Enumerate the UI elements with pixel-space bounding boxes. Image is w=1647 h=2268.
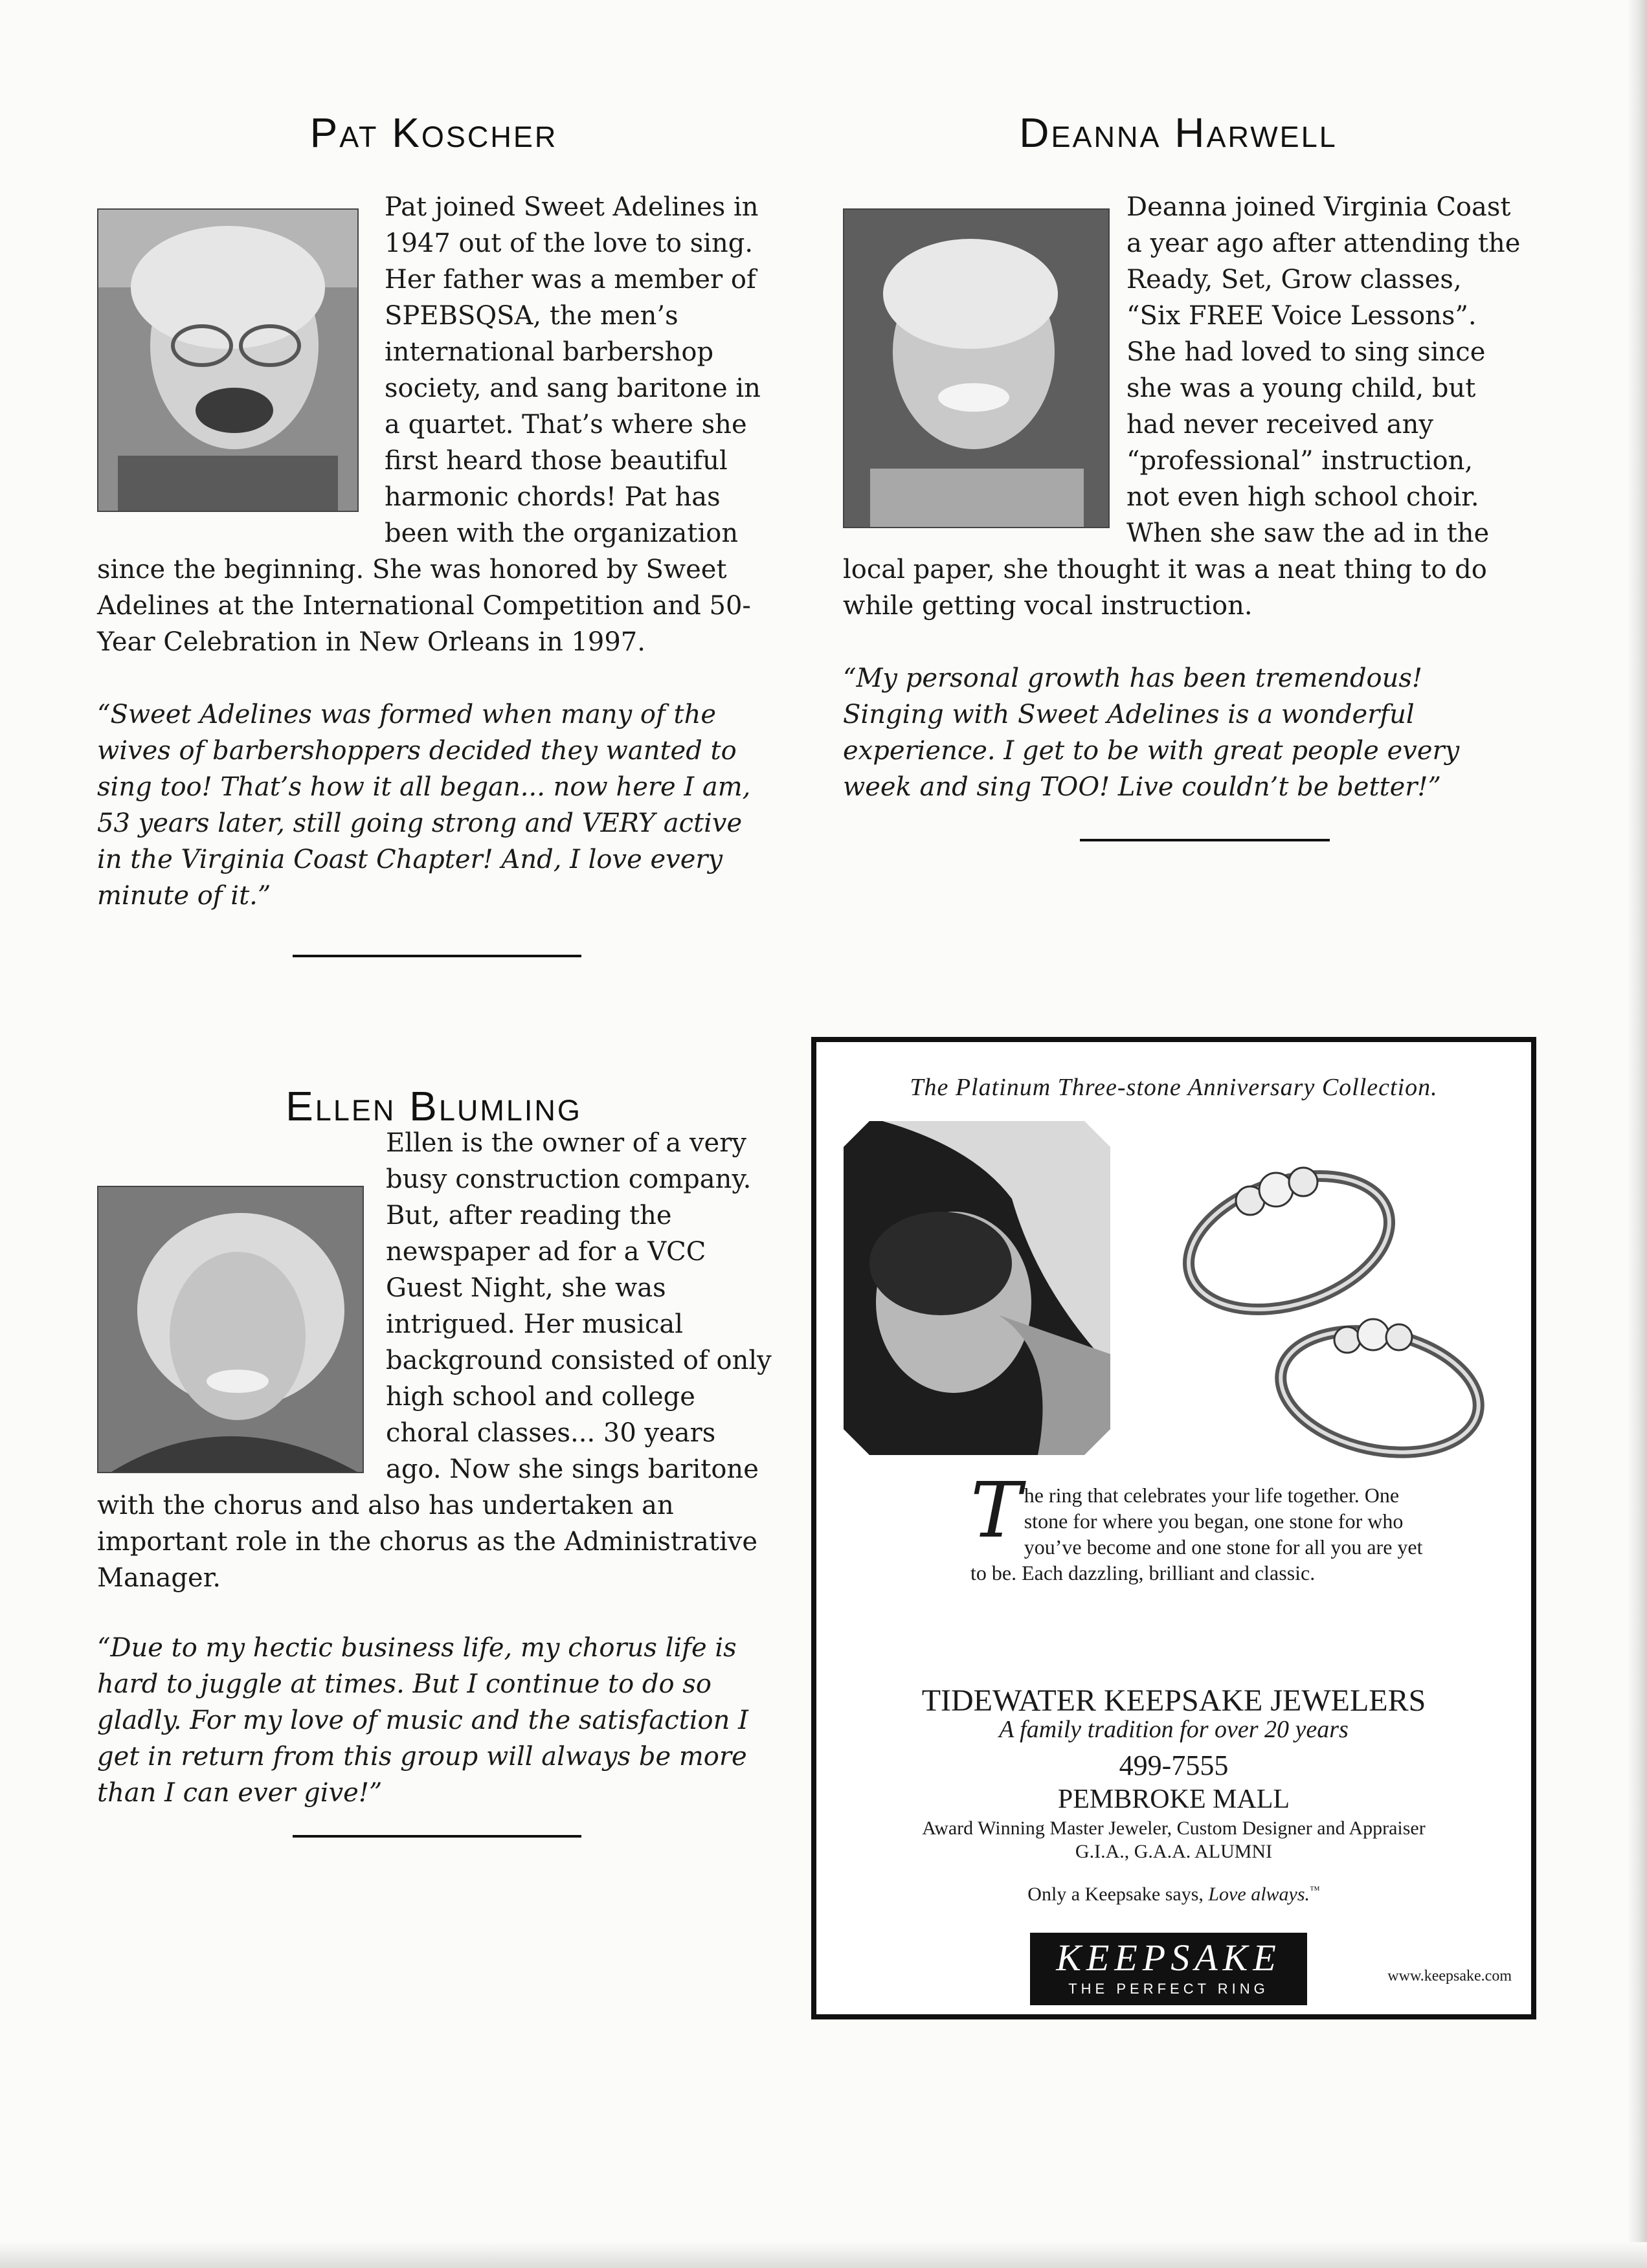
ad-alumni: G.I.A., G.A.A. ALUMNI	[1075, 1841, 1273, 1862]
divider-pat	[293, 955, 581, 957]
divider-ellen	[293, 1835, 581, 1838]
profile-quote-ellen: “Due to my hectic business life, my chorus life is hard to juggle at times. But I continue to do so gladly. For my love of music and the satisfaction I get in return from this group will always be more than I can ever give!”	[97, 1633, 748, 1808]
profile-quote-deanna: “My personal growth has been tremendous! Singing with Sweet Adelines is a wonderful experience. I get to be with great people every week and sing TOO! Live couldn’t be better!”	[843, 663, 1460, 802]
page-edge-bottom	[0, 2242, 1647, 2268]
page-edge-right	[1628, 0, 1647, 2268]
ad-store-name: TIDEWATER KEEPSAKE JEWELERS	[921, 1684, 1426, 1718]
ad-rings-image	[1153, 1113, 1516, 1476]
ad-location: PEMBROKE MALL	[1057, 1784, 1290, 1814]
ad-slogan	[816, 1884, 1531, 1906]
ad-dropcap: T	[970, 1465, 1022, 1555]
profile-bio-deanna: Deanna joined Virginia Coast a year ago after attending the Ready, Set, Grow classes, “Six FREE Voice Lessons”. She had loved to sing since she was a young child, but had never received any “professional” instruction, not even high school choir. When she saw the ad in the local paper, she thought it was a neat thing to do while getting vocal instruction.	[843, 192, 1521, 621]
profile-name-deanna: Deanna Harwell	[1019, 109, 1338, 156]
keepsake-logo-subtitle: THE PERFECT RING	[1068, 1981, 1269, 1997]
portrait-deanna-photo	[843, 208, 1110, 528]
portrait-ellen-photo	[97, 1186, 364, 1473]
profile-quote-pat: “Sweet Adelines was formed when many of the wives of barbershoppers decided they wanted to sing too! That’s how it all began... now here I am, 53 years later, still going strong and VERY active in the Virginia Coast Chapter! And, I love every minute of it.”	[97, 700, 751, 911]
ad-slogan-prefix: Only a Keepsake says,	[1027, 1884, 1209, 1905]
ad-title: The Platinum Three-stone Anniversary Collection.	[910, 1074, 1438, 1101]
ad-tagline: A family tradition for over 20 years	[999, 1716, 1349, 1743]
profile-name-ellen: Ellen Blumling	[286, 1083, 582, 1129]
ad-woman-photo	[844, 1121, 1110, 1455]
ad-slogan-tm: ™	[1310, 1885, 1320, 1896]
profile-pat	[97, 189, 774, 914]
divider-deanna	[1080, 839, 1330, 841]
profile-bio-pat: Pat joined Sweet Adelines in 1947 out of the love to sing. Her father was a member of SPEBSQSA, the men’s international barbershop society, and sang baritone in a quartet. That’s where she first heard those beautiful harmonic chords! Pat has been with the organization since the beginning. She was honored by Sweet Adelines at the International Competition and 50-Year Celebration in New Orleans in 1997.	[97, 192, 761, 657]
ad-url: www.keepsake.com	[1387, 1968, 1512, 1984]
ad-phone: 499-7555	[1119, 1750, 1229, 1781]
profile-bio-ellen: Ellen is the owner of a very busy construction company. But, after reading the newspaper ad for a VCC Guest Night, she was intrigued. Her musical background consisted of only high school and college choral classes... 30 years ago. Now she sings baritone with the chorus and also has undertaken an important role in the chorus as the Administrative Manager.	[97, 1128, 772, 1593]
portrait-pat-photo	[97, 208, 359, 512]
profile-deanna	[843, 189, 1523, 805]
ad-body-text	[970, 1465, 1424, 1586]
jeweler-advertisement	[811, 1037, 1536, 2019]
keepsake-logo-wordmark: KEEPSAKE	[1056, 1937, 1281, 1979]
keepsake-logo	[1030, 1933, 1307, 2005]
ad-credentials: Award Winning Master Jeweler, Custom Designer and Appraiser	[922, 1818, 1426, 1839]
ad-body-copy: he ring that celebrates your life together. One stone for where you began, one stone for who you’ve become and one stone for all you are yet to be. Each dazzling, brilliant and classic.	[970, 1484, 1423, 1584]
profile-name-pat: Pat Koscher	[309, 109, 558, 156]
profile-ellen	[97, 1125, 774, 1811]
ad-slogan-italic: Love always.	[1208, 1884, 1310, 1905]
